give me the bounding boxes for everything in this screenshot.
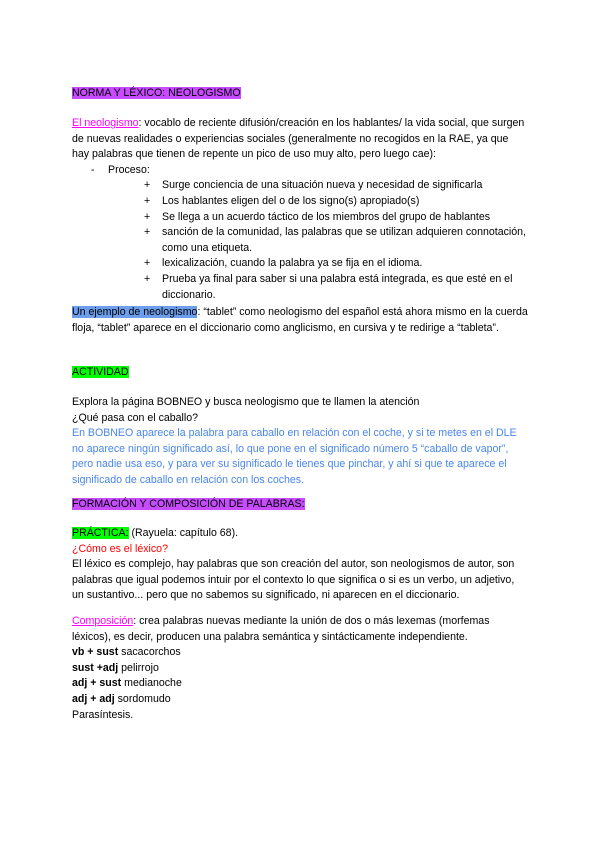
plus-marker: + <box>144 226 151 239</box>
composicion-example <box>72 676 528 692</box>
ejemplo-paragraph <box>72 305 528 336</box>
actividad-line: Explora la página BOBNEO y busca neologismo que te llamen la atención <box>72 396 420 408</box>
practica-line <box>72 526 528 542</box>
proceso-item <box>72 163 528 303</box>
plus-marker: + <box>144 210 151 223</box>
actividad-heading-text: ACTIVIDAD <box>72 366 129 378</box>
step-text: lexicalización, cuando la palabra ya se fija en el idioma. <box>162 257 423 270</box>
proceso-list <box>72 163 528 303</box>
ejemplo-text: : “tablet” como neologismo del español está ahora mismo en la cuerda floja, “tablet” aparece en el diccionario como anglicismo, en cursiva y te redirige a “tableta”. <box>72 306 528 334</box>
actividad-section <box>72 395 528 489</box>
proceso-label: Proceso: <box>108 163 150 176</box>
practica-question: ¿Cómo es el léxico? <box>72 542 168 555</box>
example-word: pelirrojo <box>118 661 159 674</box>
heading-norma-lexico <box>72 86 528 102</box>
actividad-answer: En BOBNEO aparece la palabra para caballo en relación con el coche, y si te metes en el DLE no aparece ningún significado así, lo que pone en el significado número 5 “caballo de vapor”, pero nadie usa eso, y para ver su significado le tienes que pinchar, y ahí si que te aparece el significado de caballo en relación con los coches. <box>72 427 517 486</box>
proceso-steps <box>108 178 528 303</box>
step-text: Prueba ya final para saber si una palabra está integrada, es que esté en el diccionario. <box>162 272 513 301</box>
actividad-heading <box>72 365 528 381</box>
composicion-example <box>72 692 528 708</box>
composicion-example <box>72 661 528 677</box>
list-item <box>144 210 528 226</box>
composicion-term: Composición <box>72 615 134 627</box>
plus-marker: + <box>144 257 151 270</box>
ejemplo-label: Un ejemplo de neologismo <box>72 306 198 318</box>
practica-section <box>72 526 528 604</box>
composicion-example <box>72 645 528 661</box>
composicion-last: Parasíntesis. <box>72 708 134 721</box>
neologismo-definition <box>72 116 528 163</box>
example-word: sacacorchos <box>118 646 181 659</box>
ejemplo-section <box>72 305 528 336</box>
list-item <box>144 272 528 303</box>
plus-marker: + <box>144 272 151 285</box>
step-text: Se llega a un acuerdo táctico de los miembros del grupo de hablantes <box>162 210 491 223</box>
list-item <box>144 178 528 194</box>
plus-marker: + <box>144 179 151 192</box>
dash-marker: - <box>91 163 95 176</box>
composicion-definition-text: : crea palabras nuevas mediante la unión de dos o más lexemas (morfemas léxicos), es decir, producen una palabra semántica y sintácticamente independiente. <box>72 615 490 643</box>
step-text: Los hablantes eligen del o de los signo(s) apropiado(s) <box>162 194 420 207</box>
step-text: Surge conciencia de una situación nueva y necesidad de significarla <box>162 179 483 192</box>
practica-answer: El léxico es complejo, hay palabras que son creación del autor, son neologismos de autor, son palabras que igual podemos intuir por el contexto lo que significa o si es un verbo, un adjetivo, un sustantivo... pero que no sabemos su significado, ni aparecen en el diccionario. <box>72 558 515 602</box>
example-word: sordomudo <box>114 692 171 705</box>
example-pattern: sust +adj <box>72 661 119 674</box>
heading-norma-lexico-text: NORMA Y LÉXICO: NEOLOGISMO <box>72 87 241 99</box>
practica-ref: (Rayuela: capítulo 68). <box>128 527 239 539</box>
neologismo-term: El neologismo <box>72 117 139 129</box>
composicion-definition <box>72 614 528 645</box>
list-item <box>144 225 528 256</box>
plus-marker: + <box>144 194 151 207</box>
example-pattern: adj + sust <box>72 677 122 690</box>
neologismo-section <box>72 116 528 303</box>
practica-label: PRÁCTICA: <box>72 527 129 539</box>
step-text: sanción de la comunidad, las palabras que se utilizan adquieren connotación, como una etiqueta. <box>162 226 526 254</box>
list-item <box>144 256 528 272</box>
example-pattern: vb + sust <box>72 646 119 659</box>
neologismo-definition-text: : vocablo de reciente difusión/creación en los hablantes/ la vida social, que surgen de nuevas realidades o experiencias sociales (generalmente no recogidos en la RAE, ya que hay palabras que tienen de repente un pico de uso muy alto, pero luego cae): <box>72 117 525 161</box>
example-pattern: adj + adj <box>72 692 115 705</box>
composicion-section <box>72 614 528 723</box>
actividad-question: ¿Qué pasa con el caballo? <box>72 411 199 424</box>
heading-formacion <box>72 497 528 513</box>
list-item <box>144 194 528 210</box>
heading-formacion-text: FORMACIÓN Y COMPOSICIÓN DE PALABRAS: <box>72 498 305 510</box>
example-word: medianoche <box>121 677 182 690</box>
